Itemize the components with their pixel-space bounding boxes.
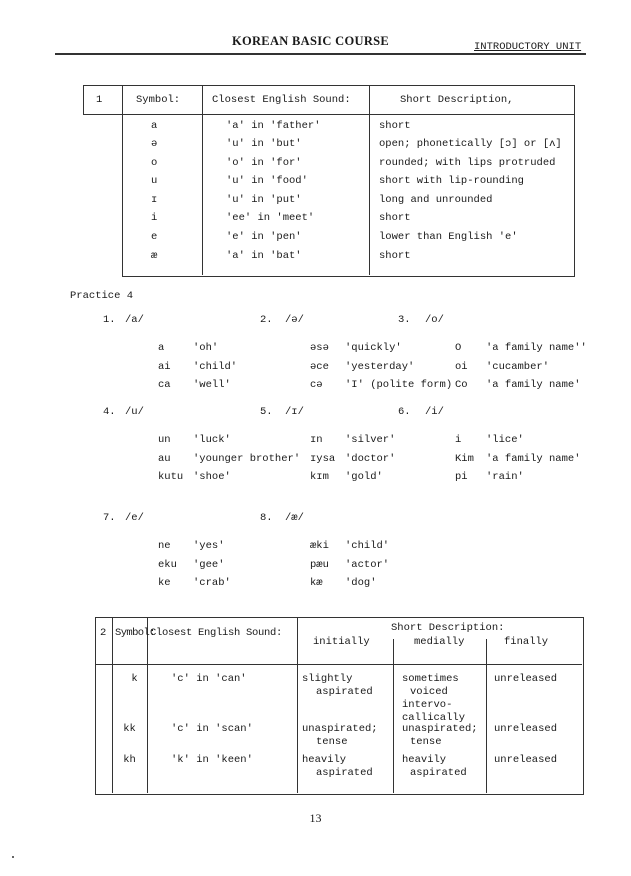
table2-header-finally: finally (504, 636, 549, 648)
practice-korean-word: oi (455, 360, 468, 373)
table1-symbol: a (151, 120, 158, 132)
practice-english-gloss: 'gold' (345, 471, 383, 483)
divider (122, 86, 123, 114)
table2-medially: unaspirated; (402, 723, 478, 735)
table2-header-medially: medially (414, 636, 465, 648)
table1-header-description: Short Description, (400, 94, 514, 106)
practice-phoneme: /a/ (125, 314, 144, 326)
practice-korean-word: pæu (310, 558, 329, 571)
practice-item-number: 7. (103, 512, 116, 524)
practice-korean-word: æki (310, 540, 329, 552)
table2 (95, 617, 584, 795)
table1-symbol: o (151, 157, 158, 169)
practice-korean-word: a (158, 342, 165, 354)
table2-symbol: kk (123, 723, 136, 735)
practice-phoneme: /ə/ (285, 314, 304, 326)
course-title: KOREAN BASIC COURSE (231, 34, 390, 48)
practice-english-gloss: 'gee' (193, 558, 225, 571)
practice-english-gloss: 'crab' (193, 577, 231, 589)
practice-korean-word: əsə (310, 342, 329, 354)
practice-item-number: 6. (398, 406, 411, 418)
table1-closest: 'u' in 'food' (226, 175, 308, 187)
practice-korean-word: ke (158, 577, 171, 589)
practice-english-gloss: 'shoe' (193, 471, 231, 483)
practice-korean-word: pi (455, 471, 468, 483)
table2-header-rule (96, 664, 582, 665)
table1-description: long and unrounded (379, 194, 493, 206)
table2-medially: heavily (402, 754, 447, 766)
table1-description: short with lip-rounding (379, 175, 524, 187)
practice-english-gloss: 'silver' (345, 434, 396, 446)
practice-english-gloss: 'child' (345, 540, 390, 552)
practice-korean-word: ne (158, 540, 171, 552)
practice-item-number: 2. (260, 314, 273, 326)
divider (369, 114, 370, 275)
unit-label: INTRODUCTORY UNIT (474, 41, 582, 53)
table1-description: short (379, 250, 411, 262)
table1-header-symbol: Symbol: (136, 94, 181, 106)
practice-korean-word: ai (158, 360, 171, 373)
table2-medially: intervo- (402, 699, 453, 711)
practice-english-gloss: 'lice' (486, 434, 524, 446)
practice-phoneme: /u/ (125, 406, 144, 418)
table1-symbol: ɪ (151, 194, 158, 206)
table1-closest: 'a' in 'father' (226, 120, 321, 132)
practice-english-gloss: 'actor' (345, 558, 390, 571)
practice-english-gloss: 'doctor' (345, 452, 396, 465)
table2-initially: heavily (302, 754, 347, 766)
table1-body (122, 114, 575, 277)
practice-english-gloss: 'dog' (345, 577, 377, 589)
practice-phoneme: /æ/ (285, 512, 304, 524)
practice-english-gloss: 'I' (polite form) (345, 379, 453, 391)
practice-phoneme: /ɪ/ (285, 406, 304, 418)
practice-item-number: 5. (260, 406, 273, 418)
practice-english-gloss: 'child' (193, 360, 238, 373)
table1-closest: 'o' in 'for' (226, 157, 302, 169)
practice-heading: Practice 4 (70, 290, 134, 302)
practice-korean-word: Kim (455, 452, 474, 465)
table1-closest: 'u' in 'put' (226, 194, 302, 206)
table2-symbol: kh (123, 754, 136, 766)
table1-description: rounded; with lips protruded (379, 157, 556, 169)
divider (393, 639, 394, 793)
practice-korean-word: ca (158, 379, 171, 391)
practice-korean-word: Co (455, 379, 468, 391)
practice-korean-word: eku (158, 558, 177, 571)
table2-medially: sometimes (402, 673, 459, 685)
table2-initially: slightly (302, 673, 353, 685)
table1-symbol: i (151, 212, 158, 224)
practice-english-gloss: 'rain' (486, 471, 524, 483)
practice-korean-word: ɪn (310, 434, 323, 446)
practice-english-gloss: 'yes' (193, 540, 225, 552)
table2-medially: tense (410, 736, 442, 748)
table1-description: lower than English 'e' (379, 231, 518, 243)
practice-english-gloss: 'quickly' (345, 342, 402, 354)
table1-closest: 'ee' in 'meet' (226, 212, 315, 224)
table2-number: 2 (100, 627, 107, 639)
header-rule (55, 53, 586, 55)
practice-item-number: 3. (398, 314, 411, 326)
table2-header-symbol: Symbol: (115, 627, 155, 639)
practice-korean-word: O (455, 342, 462, 354)
page-number: 13 (309, 811, 322, 825)
scan-speck (12, 856, 14, 858)
practice-english-gloss: 'yesterday' (345, 360, 415, 373)
table1-description: short (379, 212, 411, 224)
practice-english-gloss: 'luck' (193, 434, 231, 446)
table1-symbol: æ (151, 250, 158, 262)
table2-header-description: Short Description: (391, 622, 505, 634)
practice-phoneme: /e/ (125, 512, 144, 524)
table2-closest: 'k' in 'keen' (171, 754, 253, 766)
table1-symbol: ə (151, 138, 158, 150)
table2-finally: unreleased (494, 673, 558, 685)
table2-medially: voiced (410, 686, 448, 698)
divider (147, 618, 148, 793)
table2-initially: aspirated (316, 686, 373, 698)
table1-closest: 'a' in 'bat' (226, 250, 302, 262)
practice-korean-word: kutu (158, 471, 184, 483)
practice-english-gloss: 'a family name'' (486, 342, 587, 354)
practice-item-number: 8. (260, 512, 273, 524)
practice-korean-word: əce (310, 360, 329, 373)
practice-phoneme: /i/ (425, 406, 444, 418)
practice-item-number: 4. (103, 406, 116, 418)
table1-closest: 'e' in 'pen' (226, 231, 302, 243)
practice-phoneme: /o/ (425, 314, 444, 326)
practice-korean-word: au (158, 452, 171, 465)
divider (202, 86, 203, 114)
table2-medially: aspirated (410, 767, 467, 779)
divider (486, 639, 487, 793)
table2-header-initially: initially (313, 636, 370, 648)
table2-initially: tense (316, 736, 348, 748)
divider (202, 114, 203, 275)
practice-english-gloss: 'oh' (193, 342, 219, 354)
table2-symbol: k (131, 673, 138, 685)
table2-finally: unreleased (494, 723, 558, 735)
divider (369, 86, 370, 114)
table2-initially: aspirated (316, 767, 373, 779)
table1-number: 1 (96, 94, 103, 106)
practice-item-number: 1. (103, 314, 116, 326)
divider (297, 618, 298, 793)
practice-korean-word: kæ (310, 577, 323, 589)
practice-korean-word: cə (310, 379, 323, 391)
practice-english-gloss: 'well' (193, 379, 231, 391)
practice-korean-word: un (158, 434, 171, 446)
table1-symbol: e (151, 231, 158, 243)
table2-initially: unaspirated; (302, 723, 378, 735)
table1-symbol: u (151, 175, 158, 187)
practice-korean-word: kɪm (310, 471, 329, 483)
table1-description: short (379, 120, 411, 132)
table2-finally: unreleased (494, 754, 558, 766)
table2-header-closest: Closest English Sound: (150, 627, 283, 639)
table1-header-closest: Closest English Sound: (212, 94, 351, 106)
practice-korean-word: ɪysa (310, 452, 336, 465)
table2-closest: 'c' in 'scan' (171, 723, 253, 735)
practice-korean-word: i (455, 434, 462, 446)
table2-medially: callically (402, 712, 466, 724)
table1-header-row (83, 85, 575, 115)
practice-english-gloss: 'younger brother' (193, 452, 301, 465)
table2-closest: 'c' in 'can' (171, 673, 247, 685)
practice-english-gloss: 'a family name' (486, 379, 581, 391)
table1-description: open; phonetically [ɔ] or [ʌ] (379, 138, 562, 150)
divider (112, 618, 113, 793)
table1-closest: 'u' in 'but' (226, 138, 302, 150)
practice-english-gloss: 'a family name' (486, 452, 581, 465)
practice-english-gloss: 'cucamber' (486, 360, 550, 373)
